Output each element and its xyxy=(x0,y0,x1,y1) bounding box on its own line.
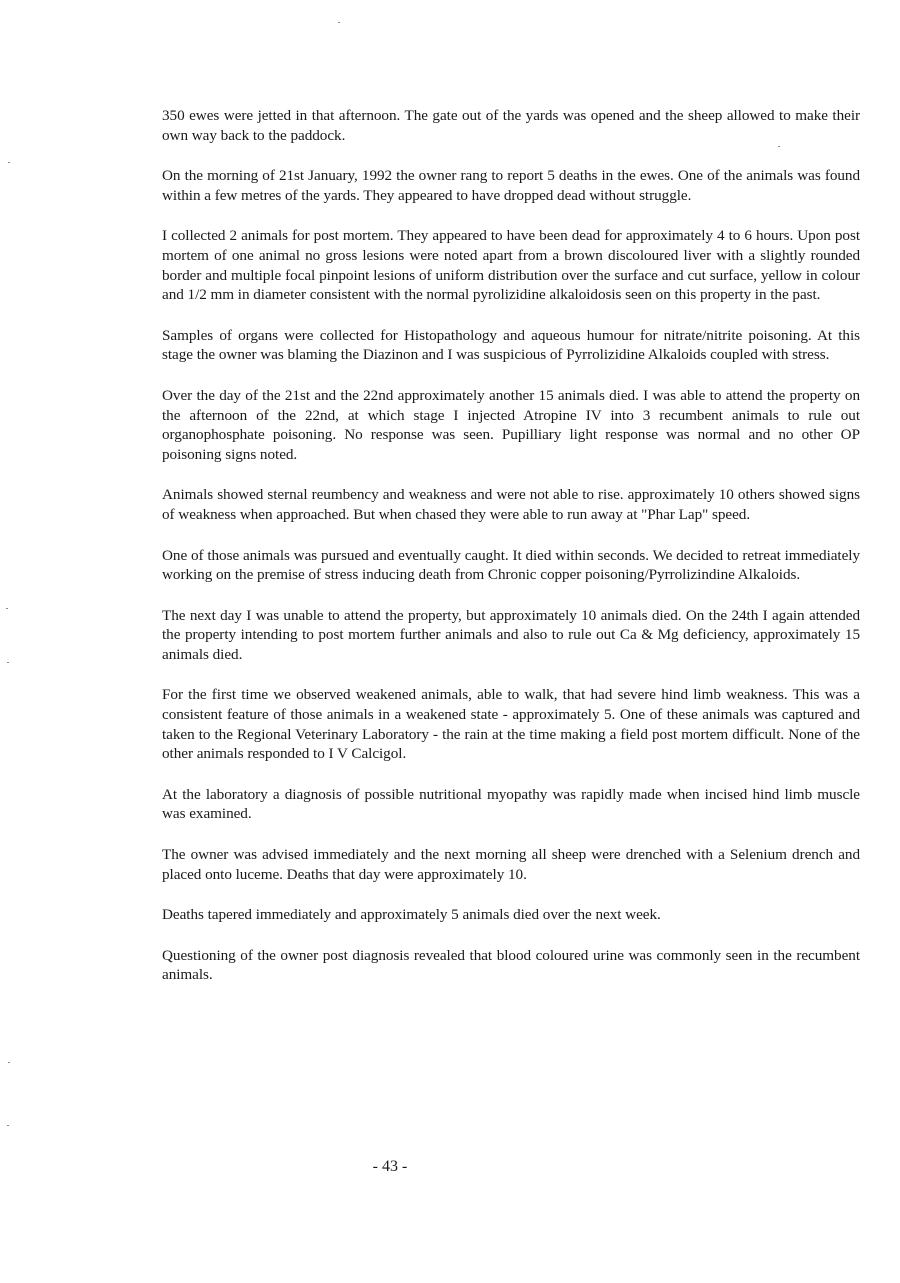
scan-speck xyxy=(338,22,340,23)
paragraph-atropine: Over the day of the 21st and the 22nd approximately another 15 animals died. I was able to attend the property on the afternoon of the 22nd, at which stage I injected Atropine IV into 3 recumbent animals to rule out organophosphate poisoning. No response was seen. Pupilliary light response was normal and no other OP poisoning signs noted. xyxy=(162,386,860,463)
page-number: - 43 - xyxy=(372,1158,408,1175)
scan-speck xyxy=(7,1125,9,1126)
scan-speck xyxy=(8,162,10,163)
paragraph-samples: Samples of organs were collected for Histopathology and aqueous humour for nitrate/nitrite poisoning. At this stage the owner was blaming the Diazinon and I was suspicious of Pyrrolizidine Alkaloids coupled with stress. xyxy=(162,326,860,364)
paragraph-tapered: Deaths tapered immediately and approximately 5 animals died over the next week. xyxy=(162,906,661,924)
paragraph-recumbency: Animals showed sternal reumbency and weakness and were not able to rise. approximately 10 others showed signs of weakness when approached. But when chased they were able to run away at "Phar Lap" speed. xyxy=(162,486,860,523)
scan-speck xyxy=(778,146,780,147)
document-body xyxy=(162,106,860,1006)
paragraph-pursued: One of those animals was pursued and eventually caught. It died within seconds. We decided to retreat immediately working on the premise of stress inducing death from Chronic copper poisoning/Pyrrolizindine Alkaloids. xyxy=(162,546,860,584)
paragraph-diagnosis: At the laboratory a diagnosis of possible nutritional myopathy was rapidly made when incised hind limb muscle was examined. xyxy=(162,785,860,823)
scan-speck xyxy=(6,608,8,609)
paragraph-next-day: The next day I was unable to attend the property, but approximately 10 animals died. On the 24th I again attended the property intending to post mortem further animals and also to rule out Ca & Mg deficiency, approximately 15 animals died. xyxy=(162,606,860,663)
paragraph-first-deaths: On the morning of 21st January, 1992 the owner rang to report 5 deaths in the ewes. One of the animals was found within a few metres of the yards. They appeared to have dropped dead without struggle. xyxy=(162,167,860,204)
scan-speck xyxy=(8,1062,10,1063)
paragraph-jetting: 350 ewes were jetted in that afternoon. The gate out of the yards was opened and the sheep allowed to make their own way back to the paddock. xyxy=(162,107,860,144)
paragraph-post-mortem: I collected 2 animals for post mortem. They appeared to have been dead for approximately 4 to 6 hours. Upon post mortem of one animal no gross lesions were noted apart from a brown discoloured liver with a slightly rounded border and multiple focal pinpoint lesions of uniform distribution over the surface and cut surface, yellow in colour and 1/2 mm in diameter consistent with the normal pyrolizidine alkaloidosis seen on this property in the past. xyxy=(162,227,860,304)
paragraph-selenium: The owner was advised immediately and the next morning all sheep were drenched with a Selenium drench and placed onto luceme. Deaths that day were approximately 10. xyxy=(162,846,860,883)
paragraph-urine: Questioning of the owner post diagnosis revealed that blood coloured urine was commonly seen in the recumbent animals. xyxy=(162,946,860,984)
scan-speck xyxy=(7,662,9,663)
paragraph-hind-limb: For the first time we observed weakened animals, able to walk, that had severe hind limb weakness. This was a consistent feature of those animals in a weakened state - approximately 5. One of these animals was captured and taken to the Regional Veterinary Laboratory - the rain at the time making a field post mortem difficult. None of the other animals responded to I V Calcigol. xyxy=(162,686,860,763)
